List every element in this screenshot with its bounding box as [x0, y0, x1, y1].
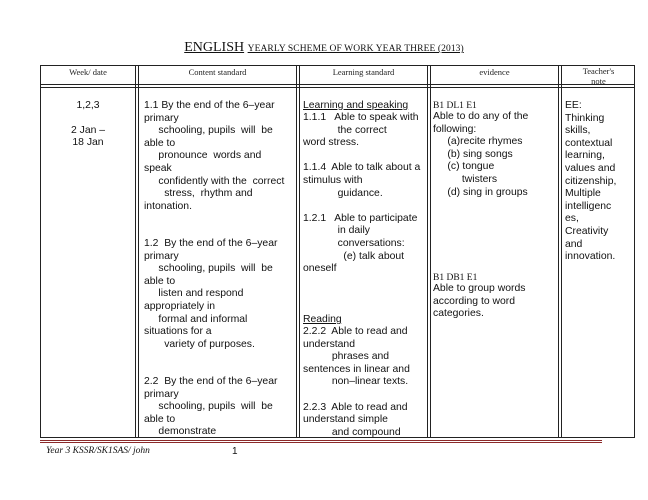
page-number: 1 [232, 446, 238, 457]
week-date-end: 18 Jan [72, 137, 104, 149]
col-divider [427, 66, 428, 437]
title-subject: ENGLISH [184, 40, 245, 55]
content-standard-1: 1.1 By the end of the 6–year primary schooling, pupils will be able to pronounce words and speak confidently with the correct stress, rhythm and intonation. [144, 100, 285, 212]
evidence-code-1: B1 DL1 E1 [433, 101, 477, 111]
col-divider [299, 66, 300, 437]
week-numbers: 1,2,3 [76, 100, 100, 111]
scheme-table [40, 65, 635, 438]
footer-rule [40, 442, 602, 443]
content-standard-3: 2.2 By the end of the 6–year primary schooling, pupils will be able to demonstrate [144, 376, 278, 438]
header-teacher-line1: Teacher's [582, 66, 615, 76]
header-week: Week/ date [69, 67, 107, 77]
header-teacher-line2: note [591, 76, 606, 86]
col-divider [430, 66, 431, 437]
header-rule-2 [41, 87, 634, 88]
learning-standards-reading: 2.2.2 Able to read and understand phrases and sentences in linear and non–linear texts. 2.2.3 Able to read and understand simple and compound [303, 326, 410, 438]
header-learning: Learning standard [332, 67, 395, 77]
col-divider [138, 66, 139, 437]
col-divider [561, 66, 562, 437]
header-content: Content standard [188, 67, 247, 77]
learning-heading-reading: Reading [303, 314, 342, 325]
teacher-note-text: EE: Thinking skills, contextual learning, values and citizenship, Multiple intelligenc es, Creativity and innovation. [565, 100, 617, 263]
evidence-text-2: Able to group words according to word categories. [433, 283, 526, 320]
col-divider [558, 66, 559, 437]
document-title [0, 40, 648, 56]
title-subtitle: YEARLY SCHEME OF WORK YEAR THREE (2013) [247, 44, 464, 54]
col-divider [296, 66, 297, 437]
footer-text: Year 3 KSSR/SK1SAS/ john [46, 446, 150, 456]
footer-rule [40, 440, 602, 441]
evidence-code-2: B1 DB1 E1 [433, 273, 478, 283]
learning-heading-speaking: Learning and speaking [303, 100, 409, 111]
week-date-start: 2 Jan – [70, 124, 106, 136]
week-cell [41, 100, 135, 150]
header-evidence: evidence [479, 67, 510, 77]
evidence-text-1: Able to do any of the following: (a)recite rhymes (b) sing songs (c) tongue twisters (d) sing in groups [433, 111, 529, 198]
header-teacher-note [562, 66, 635, 84]
learning-standards-speaking: 1.1.1 Able to speak with the correct word stress. 1.1.4 Able to talk about a stimulus with guidance. 1.2.1 Able to participate in daily conversations: (e) talk about oneself [303, 112, 421, 275]
col-divider [135, 66, 136, 437]
content-standard-2: 1.2 By the end of the 6–year primary schooling, pupils will be able to listen and respond appropriately in formal and informal situations for a variety of purposes. [144, 238, 278, 350]
